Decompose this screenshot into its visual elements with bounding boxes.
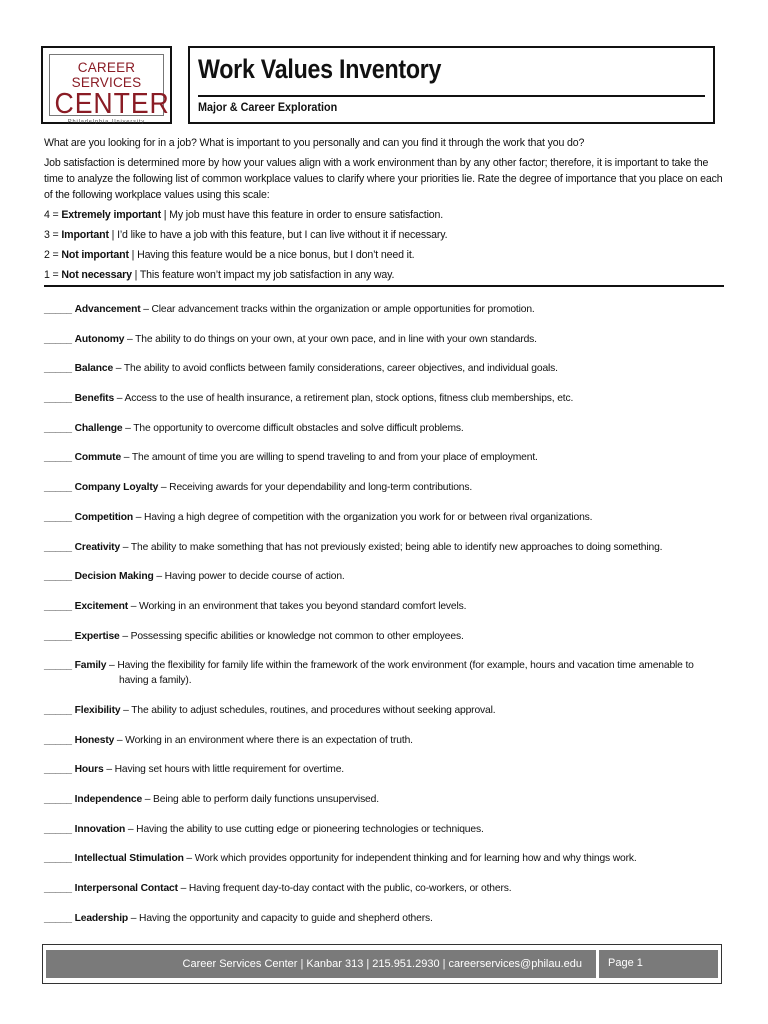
- rating-blank[interactable]: _____: [44, 630, 72, 642]
- value-item-intellectual-stimulation: [44, 851, 724, 866]
- logo-line-center: CENTER: [54, 88, 170, 120]
- scale-item: [44, 227, 724, 243]
- scale-desc: | My job must have this feature in order to ensure satisfaction.: [160, 209, 444, 221]
- value-desc: – Being able to perform daily functions unsupervised.: [142, 794, 379, 805]
- value-desc: – Having the opportunity and capacity to guide and shepherd others.: [128, 912, 433, 924]
- value-desc: – Possessing specific abilities or knowledge not common to other employees.: [119, 630, 464, 642]
- rating-blank[interactable]: _____: [44, 452, 72, 464]
- value-desc: – The opportunity to overcome difficult obstacles and solve difficult problems.: [122, 422, 464, 434]
- rating-blank[interactable]: _____: [44, 734, 72, 746]
- rating-blank[interactable]: _____: [44, 304, 72, 315]
- value-desc: – The ability to adjust schedules, routines, and procedures without seeking approval.: [120, 704, 496, 716]
- value-name: Family: [74, 660, 107, 672]
- value-item-balance: [44, 361, 724, 376]
- value-item-excitement: [44, 599, 724, 614]
- value-desc: – Clear advancement tracks within the organization or ample opportunities for promotion.: [140, 304, 535, 315]
- value-item-benefits: [44, 391, 724, 406]
- values-list: [44, 302, 724, 940]
- value-name: Intellectual Stimulation: [74, 853, 184, 865]
- value-item-honesty: [44, 733, 724, 748]
- rating-blank[interactable]: _____: [44, 660, 72, 672]
- section-divider: [44, 285, 724, 287]
- document-header: [41, 46, 715, 126]
- value-desc: – The ability to do things on your own, at your own pace, and in line with your own standards.: [124, 333, 537, 345]
- scale-term: Not necessary: [61, 269, 132, 281]
- rating-blank[interactable]: _____: [44, 704, 72, 716]
- footer-contact: Career Services Center | Kanbar 313 | 215.951.2930 | careerservices@philau.edu: [46, 950, 596, 978]
- value-item-autonomy: [44, 332, 724, 347]
- rating-blank[interactable]: _____: [44, 363, 72, 375]
- scale-desc: | This feature won’t impact my job satisfaction in any way.: [131, 269, 395, 281]
- value-name: Creativity: [74, 541, 121, 553]
- intro-section: [44, 135, 724, 287]
- scale-prefix: 4 =: [44, 209, 62, 221]
- value-name: Flexibility: [74, 704, 121, 716]
- value-item-challenge: [44, 421, 724, 436]
- value-name: Competition: [74, 511, 134, 523]
- scale-item: [44, 247, 724, 263]
- scale-term: Not important: [61, 249, 129, 261]
- career-services-logo: [41, 46, 172, 124]
- value-item-flexibility: [44, 703, 724, 718]
- scale-prefix: 1 =: [44, 269, 62, 281]
- scale-prefix: 2 =: [44, 249, 62, 261]
- scale-item: [44, 267, 724, 283]
- value-name: Company Loyalty: [74, 482, 159, 494]
- value-name: Advancement: [74, 304, 141, 315]
- value-item-competition: [44, 510, 724, 525]
- value-item-decision-making: [44, 569, 724, 584]
- scale-desc: | Having this feature would be a nice bonus, but I don’t need it.: [128, 249, 415, 261]
- value-desc: – Work which provides opportunity for independent thinking and for learning how and why things work.: [183, 853, 637, 865]
- value-desc: – Access to the use of health insurance, a retirement plan, stock options, fitness club memberships, etc.: [114, 393, 574, 405]
- scale-item: [44, 207, 724, 223]
- scale-term: Extremely important: [61, 209, 161, 221]
- rating-blank[interactable]: _____: [44, 912, 72, 924]
- value-desc: – The ability to make something that has not previously existed; being able to identify new approaches to doing something.: [120, 541, 663, 553]
- value-name: Hours: [74, 764, 104, 776]
- logo-line-career-services: CAREER SERVICES: [71, 60, 142, 90]
- value-name: Excitement: [74, 600, 129, 612]
- value-item-creativity: [44, 540, 724, 555]
- value-name: Benefits: [74, 393, 115, 405]
- value-name: Balance: [74, 363, 114, 375]
- rating-blank[interactable]: _____: [44, 333, 72, 345]
- intro-question: What are you looking for in a job? What is important to you personally and can you find it through the work that you do?: [44, 137, 585, 149]
- value-desc: – Having frequent day-to-day contact with the public, co-workers, or others.: [177, 883, 512, 895]
- page-number: Page 1: [599, 950, 718, 978]
- value-item-independence: [44, 792, 724, 807]
- rating-blank[interactable]: _____: [44, 823, 72, 835]
- logo-frame: [49, 54, 170, 125]
- value-item-leadership: [44, 911, 724, 926]
- page-title: Work Values Inventory: [198, 54, 442, 84]
- value-name: Autonomy: [74, 333, 125, 345]
- value-desc: – Working in an environment that takes you beyond standard comfort levels.: [128, 600, 467, 612]
- value-name: Decision Making: [74, 571, 154, 583]
- logo-line-university: Philadelphia University: [67, 119, 146, 125]
- rating-blank[interactable]: _____: [44, 883, 72, 895]
- rating-blank[interactable]: _____: [44, 600, 72, 612]
- value-item-family: [44, 658, 724, 688]
- value-name: Leadership: [74, 912, 129, 924]
- title-box: [188, 46, 715, 124]
- rating-blank[interactable]: _____: [44, 853, 72, 865]
- value-item-expertise: [44, 629, 724, 644]
- value-item-hours: [44, 762, 724, 777]
- value-name: Independence: [74, 794, 143, 805]
- scale-desc: | I’d like to have a job with this feature, but I can live without it if necessary.: [108, 229, 448, 241]
- scale-prefix: 3 =: [44, 229, 62, 241]
- value-name: Expertise: [74, 630, 120, 642]
- value-desc: – The amount of time you are willing to spend traveling to and from your place of employment.: [121, 452, 538, 464]
- rating-blank[interactable]: _____: [44, 764, 72, 776]
- value-desc: – Having the flexibility for family life within the framework of the work environment (for example, hours and vacation time amenable to having a family).: [106, 660, 694, 687]
- value-desc: – The ability to avoid conflicts between family considerations, career objectives, and individual goals.: [113, 363, 558, 375]
- value-desc: – Having set hours with little requirement for overtime.: [103, 764, 345, 776]
- rating-blank[interactable]: _____: [44, 482, 72, 494]
- value-name: Challenge: [74, 422, 123, 434]
- value-item-interpersonal-contact: [44, 881, 724, 896]
- value-item-commute: [44, 450, 724, 465]
- value-item-company-loyalty: [44, 480, 724, 495]
- page-footer: [42, 944, 722, 984]
- rating-blank[interactable]: _____: [44, 571, 72, 583]
- scale-term: Important: [61, 229, 109, 241]
- value-desc: – Working in an environment where there is an expectation of truth.: [114, 734, 413, 746]
- rating-blank[interactable]: _____: [44, 393, 72, 405]
- page-subtitle: Major & Career Exploration: [198, 100, 338, 114]
- value-desc: – Receiving awards for your dependability and long-term contributions.: [158, 482, 473, 494]
- value-desc: – Having a high degree of competition with the organization you work for or between rival organizations.: [133, 511, 593, 523]
- value-name: Honesty: [74, 734, 115, 746]
- value-desc: – Having the ability to use cutting edge or pioneering technologies or techniques.: [125, 823, 484, 835]
- intro-paragraph: Job satisfaction is determined more by how your values align with a work environment than by any other factor; therefore, it is important to take the time to analyze the following list of common workplace values to clarify where your priorities lie. Rate the degree of importance that you place on each of the following workplace values using this scale:: [44, 157, 723, 201]
- value-desc: – Having power to decide course of action.: [153, 571, 345, 583]
- value-name: Commute: [74, 452, 122, 464]
- rating-blank[interactable]: _____: [44, 422, 72, 434]
- rating-blank[interactable]: _____: [44, 541, 72, 553]
- rating-blank[interactable]: _____: [44, 511, 72, 523]
- value-item-advancement: [44, 302, 724, 317]
- title-rule: [198, 95, 705, 97]
- value-name: Interpersonal Contact: [74, 883, 178, 895]
- value-name: Innovation: [74, 823, 126, 835]
- rating-blank[interactable]: _____: [44, 794, 72, 805]
- value-item-innovation: [44, 822, 724, 837]
- rating-scale: [44, 207, 724, 283]
